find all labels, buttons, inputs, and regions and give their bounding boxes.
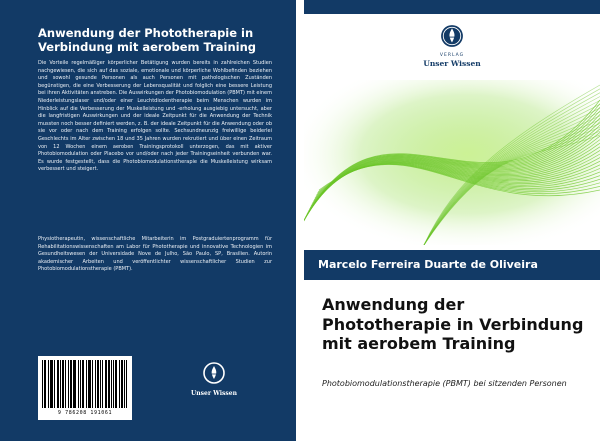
- publisher-emblem-icon: [203, 362, 225, 384]
- author-bio: Physiotherapeutin, wissenschaftliche Mitarbeiterin im Postgraduiertenprogramm für Rehabilitationswissenschaften am Labor für Phototherapie und innovative Technologien im Gesundheitswesen der Universidade Nove de Julho, São Paulo, SP, Brasilien. Autorin akademischer Arbeiten und veröffentlichter wissenschaftlicher Studien zur Photobiomodulationstherapie (PBMT).: [38, 236, 272, 273]
- front-publisher-name: Unser Wissen: [423, 59, 481, 68]
- front-top-bar: [304, 0, 600, 14]
- front-publisher-verlag: VERLAG: [439, 53, 465, 58]
- spine: [296, 0, 304, 441]
- back-cover: [0, 0, 296, 441]
- front-cover: [304, 0, 600, 441]
- cover-artwork: [304, 80, 600, 245]
- author-band: [304, 250, 600, 280]
- barcode-icon: [42, 360, 128, 408]
- publisher-emblem-icon: [440, 24, 464, 48]
- barcode: [38, 356, 132, 420]
- isbn-number: 9 786208 191061: [57, 410, 113, 416]
- author-name: Marcelo Ferreira Duarte de Oliveira: [318, 258, 538, 271]
- back-cover-description: Die Vorteile regelmäßiger körperlicher Betätigung wurden bereits in zahlreichen Studien nachgewiesen, die sich auf das soziale, emotionale und körperliche Wohlbefinden beziehen und sowohl gesunde Personen als auch Personen mit pathologischen Zuständen begünstigen, die eine Verbesserung der Lebensqualität und folglich eine bessere Leistung bei ihren Aktivitäten anstreben. Die Auswirkungen der Photobiomodulation (PBMT) mit einem Niederleistungslaser und/oder einer Leuchtdiodentherapie beim Menschen wurden im Hinblick auf die Verbesserung der Muskelleistung und -erholung ausgiebig untersucht, aber die langfristigen Auswirkungen und der ideale Zeitpunkt für die Anwendung der Technik mussten noch besser definiert werden, z. B. der ideale Zeitpunkt für die Anwendung oder ob sie vor oder nach dem Training erfolgen sollte. Sechsundneunzig freiwillige beiderlei Geschlechts im Alter zwischen 18 und 35 Jahren wurden rekrutiert und über einen Zeitraum von 12 Wochen einem aeroben Trainingsprotokoll unterzogen, das mit aktiver Photobiomodulation oder Placebo vor und/oder nach jeder Trainingseinheit verbunden war. Es wurde festgestellt, dass die Photobiomodulationstherapie die Muskelleistung wirksam verbessert und steigert.: [38, 60, 272, 173]
- back-cover-title: Anwendung der Phototherapie in Verbindung mit aerobem Training: [38, 26, 257, 54]
- front-publisher-logo: [417, 24, 487, 68]
- back-publisher-name: Unser Wissen: [191, 390, 237, 397]
- book-title: Anwendung der Phototherapie in Verbindung mit aerobem Training: [322, 295, 584, 353]
- book-subtitle: Photobiomodulationstherapie (PBMT) bei sitzenden Personen: [322, 379, 567, 388]
- back-publisher-logo: [184, 362, 244, 398]
